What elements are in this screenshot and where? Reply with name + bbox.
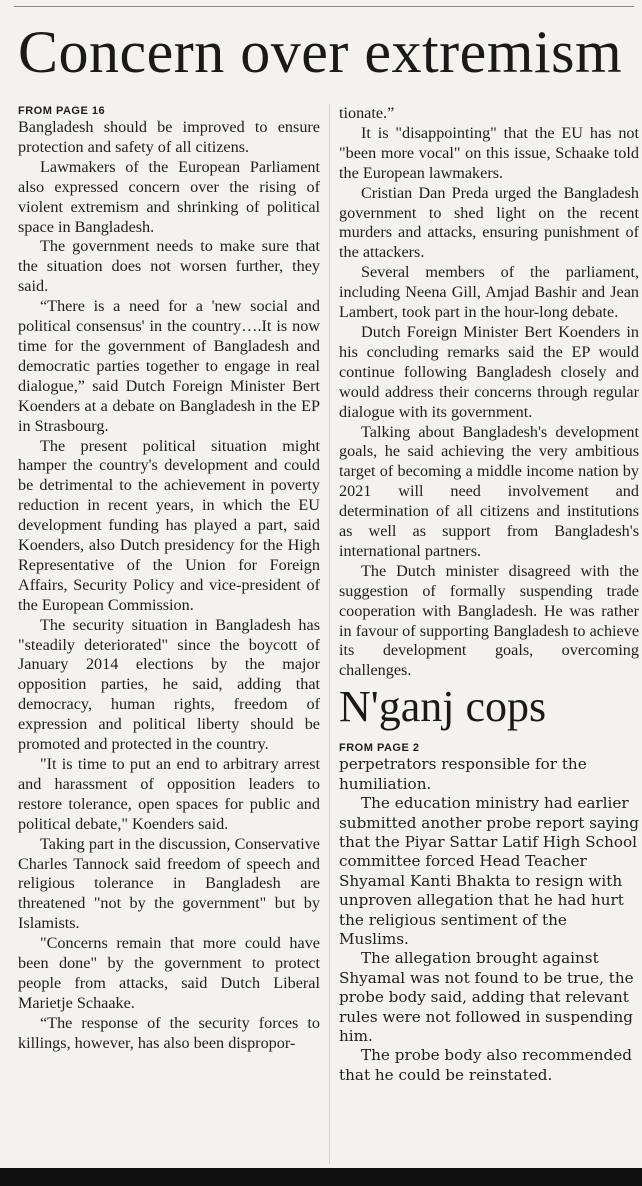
paragraph: The probe body also recommended that he could be reinstated.: [339, 1046, 632, 1084]
paragraph: Cristian Dan Preda urged the Bangladesh government to shed light on the recent murders and attacks, ensuring punishment of the attackers.: [339, 183, 639, 262]
paragraph: It is "disappointing" that the EU has not "been more vocal" on this issue, Schaake told the European lawmakers.: [339, 123, 639, 182]
paragraph: perpetrators responsible for the humiliation.: [339, 755, 587, 793]
from-page-label: FROM PAGE 16: [18, 105, 106, 117]
paragraph: “There is a need for a 'new social and political consensus' in the country….It is now time for the government of Bangladesh and democratic parties together to engage in real dialogue,” said Dutch Foreign Minister Bert Koenders at a debate on Bangladesh in the EP in Strasbourg.: [18, 297, 320, 435]
paragraph: The present political situation might hamper the country's development and could be detrimental to the achievement in poverty reduction in recent years, in which the EU development funding has played a part, said Koenders, also Dutch presidency for the High Representative of the Union for Foreign Affairs, Security Policy and vice-president of the European Commission.: [18, 436, 320, 614]
bottom-bar: [0, 1168, 642, 1186]
paragraph: Lawmakers of the European Parliament also expressed concern over the rising of violent extremism and shrinking of political space in Bangladesh.: [18, 157, 320, 236]
column-divider: [329, 104, 330, 1164]
paragraph: The security situation in Bangladesh has "steadily deteriorated" since the boycott of January 2014 elections by the major opposition parties, he said, adding that democracy, human rights, freedom of expression and political liberty should be promoted and protected in the country.: [18, 615, 320, 754]
paragraph: Taking part in the discussion, Conservative Charles Tannock said freedom of speech and religious tolerance in Bangladesh are threatened "not by the government" but by Islamists.: [18, 834, 320, 933]
top-rule: [14, 6, 634, 7]
paragraph: The education ministry had earlier submitted another probe report saying that the Piyar Sattar Latif High School committee forced Head Teacher Shyamal Kanti Bhakta to resign with unproven allegation that he had hurt the religious sentiment of the Muslims.: [339, 794, 639, 948]
paragraph: tionate.”: [339, 104, 395, 122]
from-page-label-2: FROM PAGE 2: [339, 742, 420, 755]
right-column: [339, 104, 639, 1085]
paragraph: The allegation brought against Shyamal was not found to be true, the probe body said, adding that relevant rules were not followed in suspending him.: [339, 949, 634, 1045]
secondary-headline: N'ganj cops: [339, 682, 547, 732]
headline: Concern over extremism: [18, 19, 623, 85]
paragraph: Several members of the parliament, including Neena Gill, Amjad Bashir and Jean Lambert, took part in the hour-long debate.: [339, 263, 639, 322]
paragraph: The Dutch minister disagreed with the suggestion of formally suspending trade cooperation with Bangladesh. He was rather in favour of supporting Bangladesh to achieve its development goals, overcoming challenges.: [339, 561, 639, 680]
paragraph: Bangladesh should be improved to ensure protection and safety of all citizens.: [18, 118, 320, 156]
paragraph: Talking about Bangladesh's development goals, he said achieving the very ambitious target of becoming a middle income nation by 2021 will need involvement and determination of all citizens and institutions as well as support from Bangladesh's international partners.: [339, 422, 639, 560]
paragraph: Dutch Foreign Minister Bert Koenders in his concluding remarks said the EP would continue following Bangladesh closely and would address their concerns through regular dialogue with its government.: [339, 322, 639, 421]
paragraph: "Concerns remain that more could have been done" by the government to protect people from attacks, said Dutch Liberal Marietje Schaake.: [18, 934, 320, 1012]
paragraph: "It is time to put an end to arbitrary arrest and harassment of opposition leaders to restore tolerance, open spaces for public and political debate," Koenders said.: [18, 755, 320, 833]
left-column: [18, 104, 320, 1054]
secondary-article: [339, 741, 639, 1085]
paragraph: The government needs to make sure that the situation does not worsen further, they said.: [18, 237, 320, 296]
paragraph: “The response of the security forces to killings, however, has also been dispropor-: [18, 1013, 320, 1052]
